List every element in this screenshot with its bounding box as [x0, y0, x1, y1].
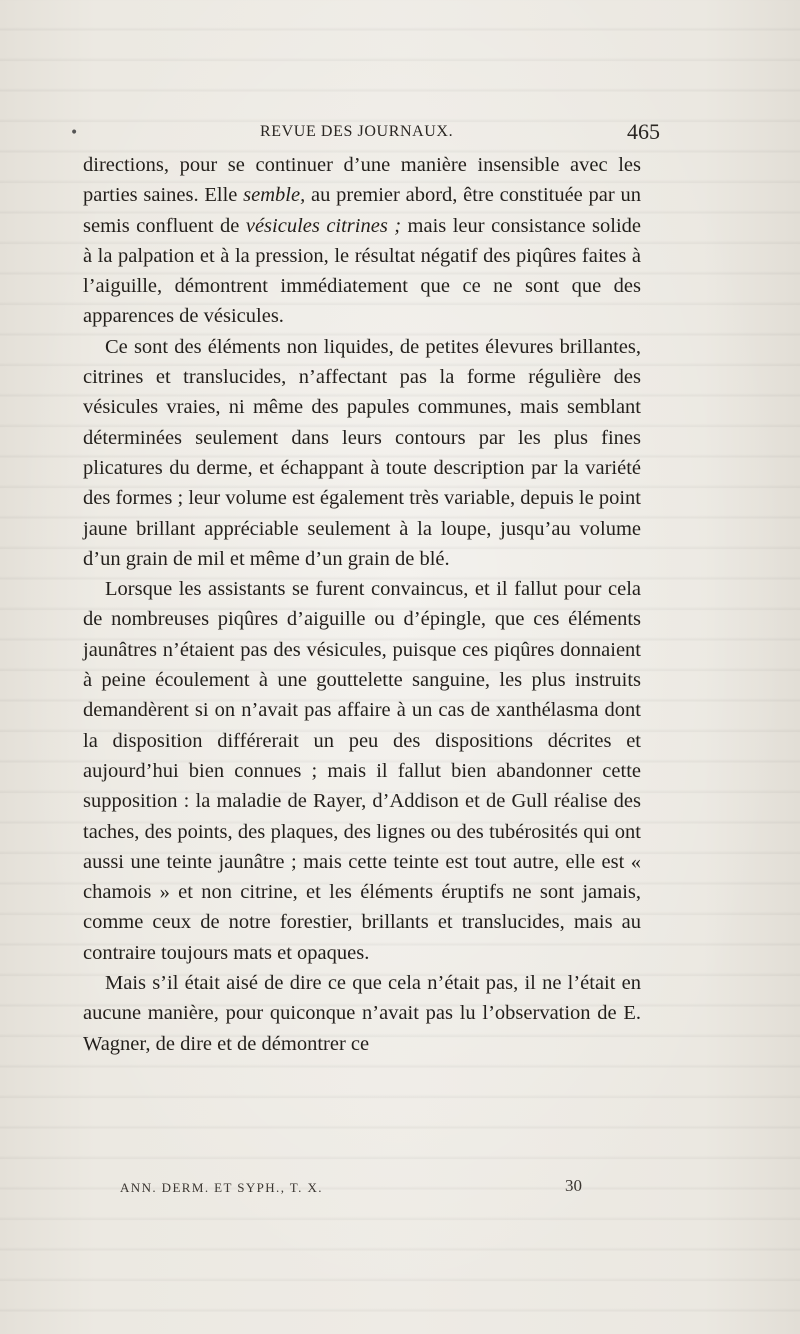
- text-run: directions, pour se continuer d’une manière insensible avec les parties saines. Elle: [83, 154, 641, 207]
- sheet-number: 30: [565, 1176, 582, 1195]
- page-footer: [120, 1178, 600, 1202]
- italic-text: semble,: [243, 184, 306, 207]
- text-run: mais leur consistance solide à la palpation et à la pression, le résultat négatif des piqûres faites à l’aiguille, démontrent immédiatement que ce ne sont que des apparences de vésicules.: [83, 214, 641, 328]
- text-run: Ce sont des éléments non liquides, de petites élevures brillantes, citrines et translucides, n’affectant pas la forme régulière des vésicules vraies, ni même des papules communes, mais semblant déterminées seulement dans leurs contours par les plus fines plicatures du derme, et échappant à toute description par la variété des formes ; leur volume est également très variable, depuis le point jaune brillant appréciable seulement à la loupe, jusqu’au volume d’un grain de mil et même d’un grain de blé.: [83, 335, 641, 570]
- page-header: [70, 121, 660, 147]
- text-run: Mais s’il était aisé de dire ce que cela n’était pas, il ne l’était en aucune manière, pour quiconque n’avait pas lu l’observation de E. Wagner, de dire et de démontrer ce: [83, 972, 641, 1055]
- paragraph-4: [83, 968, 641, 1059]
- italic-text: vésicules citrines ;: [245, 214, 402, 237]
- text-run: au premier abord, être constituée par un semis confluent de: [83, 184, 641, 237]
- body-text: [83, 150, 641, 1059]
- paragraph-3: [83, 574, 641, 968]
- signature-mark: ANN. DERM. ET SYPH., T. X.: [120, 1180, 323, 1195]
- page-number: 465: [627, 119, 660, 144]
- paragraph-2: [83, 332, 641, 574]
- running-head: REVUE DES JOURNAUX.: [260, 123, 454, 140]
- text-run: Lorsque les assistants se furent convaincus, et il fallut pour cela de nombreuses piqûres d’aiguille ou d’épingle, que ces éléments jaunâtres n’étaient pas des vésicules, puisque ces piqûres donnaient à peine écoulement à une gouttelette sanguine, les plus instruits demandèrent si on n’avait pas affaire à un cas de xanthélasma dont la disposition différerait un peu des dispositions décrites et aujourd’hui bien connues ; mais il fallut bien abandonner cette supposition : la maladie de Rayer, d’Addison et de Gull réalise des taches, des points, des plaques, des lignes ou des tubérosités qui ont aussi une teinte jaunâtre ; mais cette teinte est tout autre, elle est « chamois » et non citrine, et les éléments éruptifs ne sont jamais, comme ceux de notre forestier, brillants et translucides, mais au contraire toujours mats et opaques.: [83, 578, 641, 964]
- header-marker: •: [70, 125, 79, 141]
- paragraph-1: [83, 150, 641, 332]
